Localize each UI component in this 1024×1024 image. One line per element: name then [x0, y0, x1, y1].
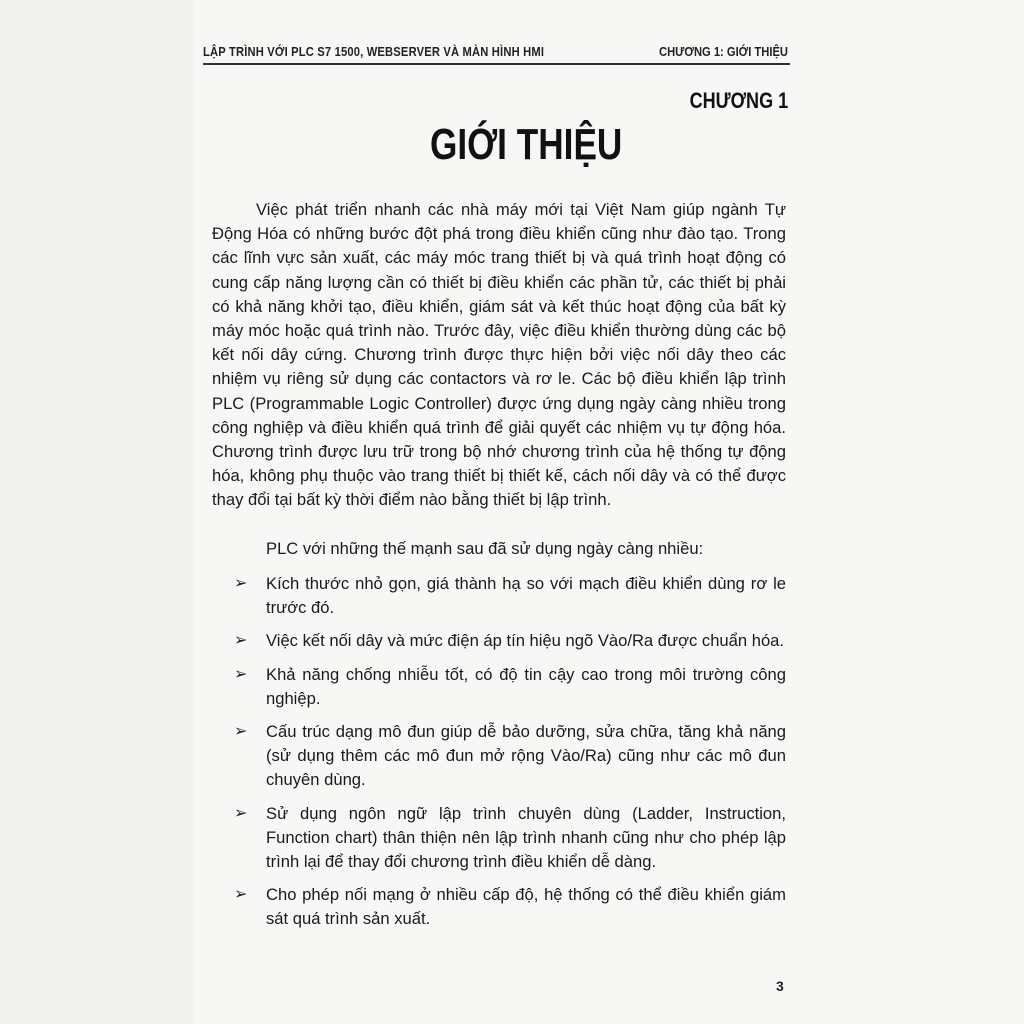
arrow-bullet-icon: ➢ [234, 886, 248, 904]
body-paragraph: Việc phát triển nhanh các nhà máy mới tại Việt Nam giúp ngành Tự Động Hóa có những bước đột phá trong điều khiển cũng như đào tạo. Trong các lĩnh vực sản xuất, các máy móc trang thiết bị và quá trình hoạt động có cung cấp năng lượng cần có thiết bị điều khiển các phần tử, các thiết bị phải có khả năng khởi tạo, điều khiển, giám sát và kết thúc hoạt động của bất kỳ máy móc hoặc quá trình nào. Trước đây, việc điều khiển thường dùng các bộ kết nối dây cứng. Chương trình được thực hiện bởi việc nối dây theo các nhiệm vụ riêng sử dụng các contactors và rơ le. Các bộ điều khiển lập trình PLC (Programmable Logic Controller) được ứng dụng ngày càng nhiều trong công nghiệp và điều khiển quá trình để giải quyết các nhiệm vụ tự động hóa. Chương trình được lưu trữ trong bộ nhớ chương trình của hệ thống tự động hóa, không phụ thuộc vào trang thiết bị thiết kế, cách nối dây và có thể được thay đổi tại bất kỳ thời điểm nào bằng thiết bị lập trình. [212, 200, 786, 510]
header-divider [203, 63, 790, 65]
arrow-bullet-icon: ➢ [234, 575, 248, 592]
list-item [212, 720, 786, 793]
list-item-text: Sử dụng ngôn ngữ lập trình chuyên dùng (Ladder, Instruction, Function chart) thân thiện nên lập trình nhanh cũng như cho phép lập trình lại để thay đổi chương trình điều khiển dễ dàng. [266, 803, 786, 872]
running-header-book-title: LẬP TRÌNH VỚI PLC S7 1500, WEBSERVER VÀ MÀN HÌNH HMI [203, 44, 545, 59]
list-item [212, 663, 786, 711]
list-intro: PLC với những thế mạnh sau đã sử dụng ngày càng nhiều: [266, 539, 704, 558]
list-item [212, 572, 786, 620]
page-margin-background [0, 0, 193, 1024]
arrow-bullet-icon: ➢ [234, 804, 248, 822]
chapter-title: GIỚI THIỆU [430, 120, 623, 169]
page-number: 3 [776, 978, 784, 994]
list-item-text: Cấu trúc dạng mô đun giúp dễ bảo dưỡng, sửa chữa, tăng khả năng (sử dụng thêm các mô đun mở rộng Vào/Ra) cũng như các mô đun chuyên dùng. [266, 722, 786, 790]
list-item [212, 629, 786, 653]
list-item-text: Khả năng chống nhiễu tốt, có độ tin cậy cao trong môi trường công nghiệp. [266, 664, 786, 708]
list-item-text: Cho phép nối mạng ở nhiều cấp độ, hệ thống có thể điều khiển giám sát quá trình sản xuất. [266, 885, 786, 929]
list-item [212, 802, 786, 875]
list-item-text: Kích thước nhỏ gọn, giá thành hạ so với mạch điều khiển dùng rơ le trước đó. [266, 574, 786, 618]
list-item-text: Việc kết nối dây và mức điện áp tín hiệu ngõ Vào/Ra được chuẩn hóa. [266, 631, 785, 651]
arrow-bullet-icon: ➢ [234, 632, 248, 650]
running-header-chapter: CHƯƠNG 1: GIỚI THIỆU [659, 44, 788, 59]
list-item [212, 883, 786, 931]
arrow-bullet-icon: ➢ [234, 723, 248, 741]
arrow-bullet-icon: ➢ [234, 665, 248, 683]
chapter-label: CHƯƠNG 1 [689, 88, 788, 113]
advantages-list [212, 572, 786, 941]
